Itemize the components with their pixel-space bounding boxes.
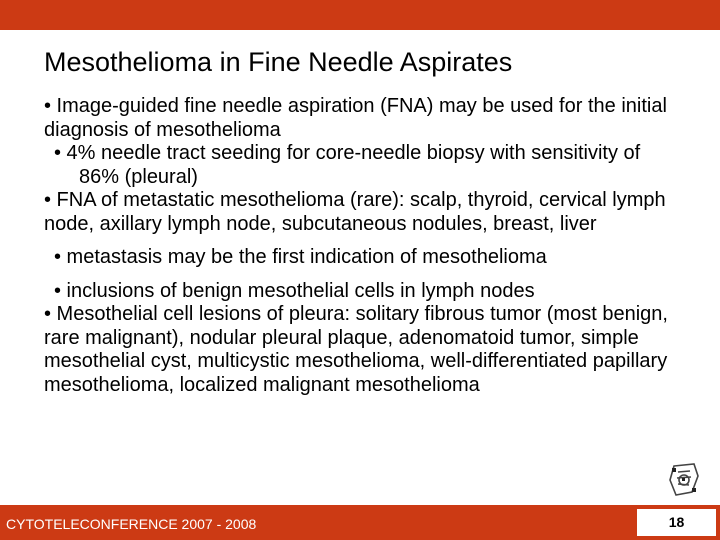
bullet-item: • Mesothelial cell lesions of pleura: solitary fibrous tumor (most benign, rare malignant), nodular pleural plaque, adenomatoid tumor, simple mesothelial cyst, multicystic mesothelioma, well-differentiated papillary mesothelioma, localized malignant mesothelioma [44, 303, 668, 396]
bullet-item: • FNA of metastatic mesothelioma (rare): scalp, thyroid, cervical lymph node, axillary lymph node, subcutaneous nodules, breast, liver [44, 189, 666, 235]
page-number-box [637, 509, 716, 536]
slide-body [44, 95, 684, 397]
header-bar [0, 0, 720, 30]
decorative-logo-icon [664, 462, 704, 498]
bullet-item: • Image-guided fine needle aspiration (FNA) may be used for the initial diagnosis of mesothelioma [44, 95, 667, 141]
footer-bar [0, 505, 720, 540]
footer-conference-label: CYTOTELECONFERENCE 2007 - 2008 [6, 516, 257, 532]
slide-title: Mesothelioma in Fine Needle Aspirates [44, 47, 513, 77]
sub-bullet-item: • metastasis may be the first indication of mesothelioma [54, 246, 547, 268]
sub-bullet-item: • 4% needle tract seeding for core-needle biopsy with sensitivity of 86% (pleural) [54, 142, 641, 188]
sub-bullet-item: • inclusions of benign mesothelial cells in lymph nodes [54, 279, 535, 302]
page-number: 18 [668, 514, 685, 530]
